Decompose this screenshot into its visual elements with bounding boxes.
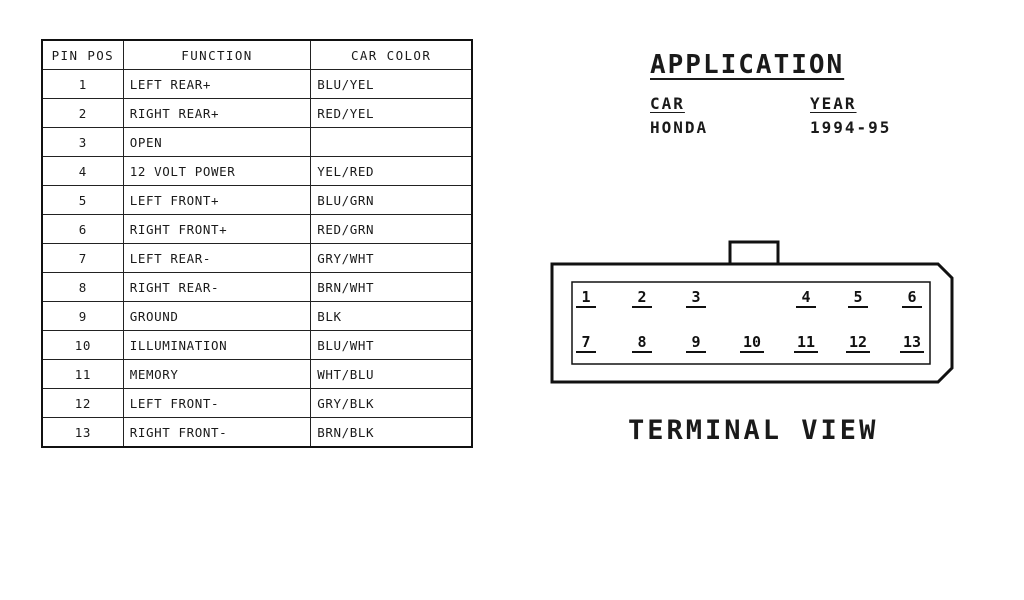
terminal-number-8: 8 <box>637 333 647 351</box>
application-columns <box>650 94 950 137</box>
cell-pin-pos: 3 <box>42 128 123 157</box>
connector-outline-svg <box>548 240 958 400</box>
cell-pin-pos: 1 <box>42 70 123 99</box>
table-row <box>42 331 472 360</box>
cell-function: LEFT FRONT- <box>123 389 311 418</box>
cell-function: LEFT REAR+ <box>123 70 311 99</box>
cell-pin-pos: 7 <box>42 244 123 273</box>
table-row <box>42 418 472 448</box>
table-row <box>42 186 472 215</box>
terminal-number-9: 9 <box>691 333 701 351</box>
cell-function: OPEN <box>123 128 311 157</box>
table-row <box>42 273 472 302</box>
cell-function: RIGHT REAR- <box>123 273 311 302</box>
cell-pin-pos: 13 <box>42 418 123 448</box>
cell-function: RIGHT FRONT- <box>123 418 311 448</box>
terminal-number-2: 2 <box>637 288 647 306</box>
terminal-number-1: 1 <box>581 288 591 306</box>
table-row <box>42 70 472 99</box>
table-row <box>42 157 472 186</box>
application-car-value: HONDA <box>650 118 709 137</box>
cell-car-color: BLU/WHT <box>311 331 472 360</box>
column-header-car-color: CAR COLOR <box>311 40 472 70</box>
cell-function: RIGHT REAR+ <box>123 99 311 128</box>
cell-car-color: GRY/WHT <box>311 244 472 273</box>
terminal-number-6: 6 <box>907 288 917 306</box>
cell-function: 12 VOLT POWER <box>123 157 311 186</box>
application-year-value: 1994-95 <box>810 118 892 137</box>
cell-car-color: BRN/BLK <box>311 418 472 448</box>
cell-car-color: WHT/BLU <box>311 360 472 389</box>
cell-function: LEFT REAR- <box>123 244 311 273</box>
terminal-number-7: 7 <box>581 333 591 351</box>
cell-pin-pos: 5 <box>42 186 123 215</box>
pin-assignment-table <box>41 39 473 448</box>
cell-function: MEMORY <box>123 360 311 389</box>
cell-function: GROUND <box>123 302 311 331</box>
table-row <box>42 128 472 157</box>
cell-pin-pos: 10 <box>42 331 123 360</box>
connector-terminal-diagram <box>548 240 958 400</box>
connector-key-tab <box>730 242 778 264</box>
application-car-column <box>650 94 810 137</box>
cell-pin-pos: 9 <box>42 302 123 331</box>
terminal-number-10: 10 <box>742 333 762 351</box>
table-row <box>42 389 472 418</box>
application-title: APPLICATION <box>650 50 845 80</box>
cell-pin-pos: 2 <box>42 99 123 128</box>
cell-pin-pos: 4 <box>42 157 123 186</box>
table-header-row <box>42 40 472 70</box>
cell-pin-pos: 8 <box>42 273 123 302</box>
cell-car-color: GRY/BLK <box>311 389 472 418</box>
application-year-column <box>810 94 950 137</box>
cell-car-color: YEL/RED <box>311 157 472 186</box>
terminal-number-5: 5 <box>853 288 863 306</box>
column-header-function: FUNCTION <box>123 40 311 70</box>
column-header-pin-pos: PIN POS <box>42 40 123 70</box>
cell-function: RIGHT FRONT+ <box>123 215 311 244</box>
table-row <box>42 302 472 331</box>
terminal-number-12: 12 <box>848 333 868 351</box>
pin-assignment-table-container <box>41 39 473 448</box>
terminal-number-13: 13 <box>902 333 922 351</box>
application-year-label: YEAR <box>810 94 857 113</box>
cell-car-color: BLK <box>311 302 472 331</box>
table-row <box>42 360 472 389</box>
cell-function: ILLUMINATION <box>123 331 311 360</box>
cell-car-color: BLU/YEL <box>311 70 472 99</box>
table-row <box>42 215 472 244</box>
cell-car-color: RED/YEL <box>311 99 472 128</box>
cell-car-color: RED/GRN <box>311 215 472 244</box>
cell-car-color: BLU/GRN <box>311 186 472 215</box>
table-header <box>42 40 472 70</box>
cell-car-color: BRN/WHT <box>311 273 472 302</box>
table-row <box>42 99 472 128</box>
terminal-view-caption: TERMINAL VIEW <box>628 415 879 446</box>
terminal-number-4: 4 <box>801 288 811 306</box>
table-row <box>42 244 472 273</box>
table-body <box>42 70 472 448</box>
cell-pin-pos: 11 <box>42 360 123 389</box>
terminal-number-11: 11 <box>796 333 816 351</box>
application-car-label: CAR <box>650 94 685 113</box>
terminal-number-3: 3 <box>691 288 701 306</box>
cell-car-color <box>311 128 472 157</box>
application-block <box>650 50 950 137</box>
cell-pin-pos: 12 <box>42 389 123 418</box>
cell-pin-pos: 6 <box>42 215 123 244</box>
cell-function: LEFT FRONT+ <box>123 186 311 215</box>
